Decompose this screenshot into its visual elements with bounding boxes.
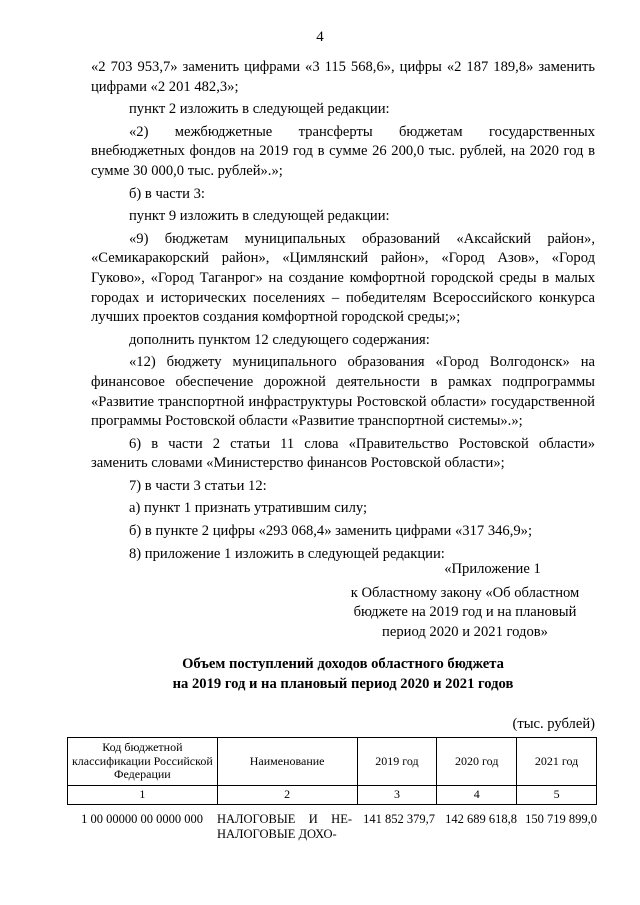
- row-value-2021: 150 719 899,0: [525, 812, 597, 826]
- table-heading: [91, 655, 595, 694]
- header-code: Код бюджетной классификации Российской Федерации: [68, 738, 218, 786]
- heading-line: Объем поступлений доходов областного бюджета: [182, 656, 504, 672]
- appendix-title: «Приложение 1: [444, 561, 541, 577]
- header-2019: 2019 год: [357, 738, 437, 786]
- header-2020: 2020 год: [437, 738, 517, 786]
- paragraph: «9) бюджетам муниципальных образований «Аксайский район», «Семикаракорский район», «Цимлянский район», «Город Азов», «Город Гуково», «Город Таганрог» на создание комфортной городской среды в малых городах и исторических поселениях – победителям Всероссийского конкурса лучших проектов создания комфортной городской среды;»;: [91, 230, 595, 326]
- header-name: Наименование: [217, 738, 357, 786]
- column-number: 4: [437, 786, 517, 805]
- paragraph: пункт 2 изложить в следующей редакции:: [129, 101, 390, 118]
- column-number: 5: [517, 786, 597, 805]
- budget-table: [67, 737, 597, 805]
- paragraph: «12) бюджету муниципального образования «Город Волгодонск» на финансовое обеспечение дорожной деятельности в рамках подпрограммы «Развитие транспортной инфраструктуры Ростовской области» государственной программы Ростовской области «Развитие транспортной системы».»;: [91, 354, 595, 430]
- document-body: [91, 58, 595, 564]
- paragraph: дополнить пунктом 12 следующего содержания:: [129, 331, 430, 348]
- column-number: 1: [68, 786, 218, 805]
- row-value-2019: 141 852 379,7: [363, 812, 435, 826]
- appendix-line: к Областному закону «Об областном: [350, 584, 580, 601]
- paragraph: 6) в части 2 статьи 11 слова «Правительство Ростовской области» заменить словами «Министерство финансов Ростовской области»;: [91, 435, 595, 472]
- page-number: 4: [316, 29, 324, 45]
- paragraph: 8) приложение 1 изложить в следующей редакции:: [129, 545, 445, 562]
- paragraph: а) пункт 1 признать утратившим силу;: [129, 500, 368, 517]
- column-number: 3: [357, 786, 437, 805]
- column-number: 2: [217, 786, 357, 805]
- header-2021: 2021 год: [517, 738, 597, 786]
- heading-line: на 2019 год и на плановый период 2020 и 2021 годов: [172, 675, 514, 692]
- appendix-line: период 2020 и 2021 годов»: [382, 623, 548, 640]
- units-label: (тыс. рублей): [512, 716, 595, 732]
- row-code: 1 00 00000 00 0000 000: [81, 812, 203, 826]
- paragraph: б) в пункте 2 цифры «293 068,4» заменить цифрами «317 346,9»;: [129, 523, 533, 540]
- row-value-2020: 142 689 618,8: [445, 812, 517, 826]
- appendix-line: бюджете на 2019 год и на плановый: [353, 604, 577, 621]
- row-name-line: НАЛОГОВЫЕ И НЕ-: [217, 812, 352, 826]
- paragraph: 7) в части 3 статьи 12:: [129, 477, 267, 494]
- paragraph: «2 703 953,7» заменить цифрами «3 115 568,6», цифры «2 187 189,8» заменить цифрами «2 201 482,3»;: [91, 59, 595, 95]
- paragraph: «2) межбюджетные трансферты бюджетам государственных внебюджетных фондов на 2019 год в сумме 26 200,0 тыс. рублей, на 2020 год в сумме 30 000,0 тыс. рублей».»;: [91, 123, 595, 179]
- row-name: [217, 812, 352, 842]
- paragraph: пункт 9 изложить в следующей редакции:: [129, 208, 390, 225]
- appendix-caption: [330, 560, 600, 642]
- paragraph: б) в части 3:: [129, 185, 205, 202]
- row-name-line: НАЛОГОВЫЕ ДОХО-: [217, 827, 337, 841]
